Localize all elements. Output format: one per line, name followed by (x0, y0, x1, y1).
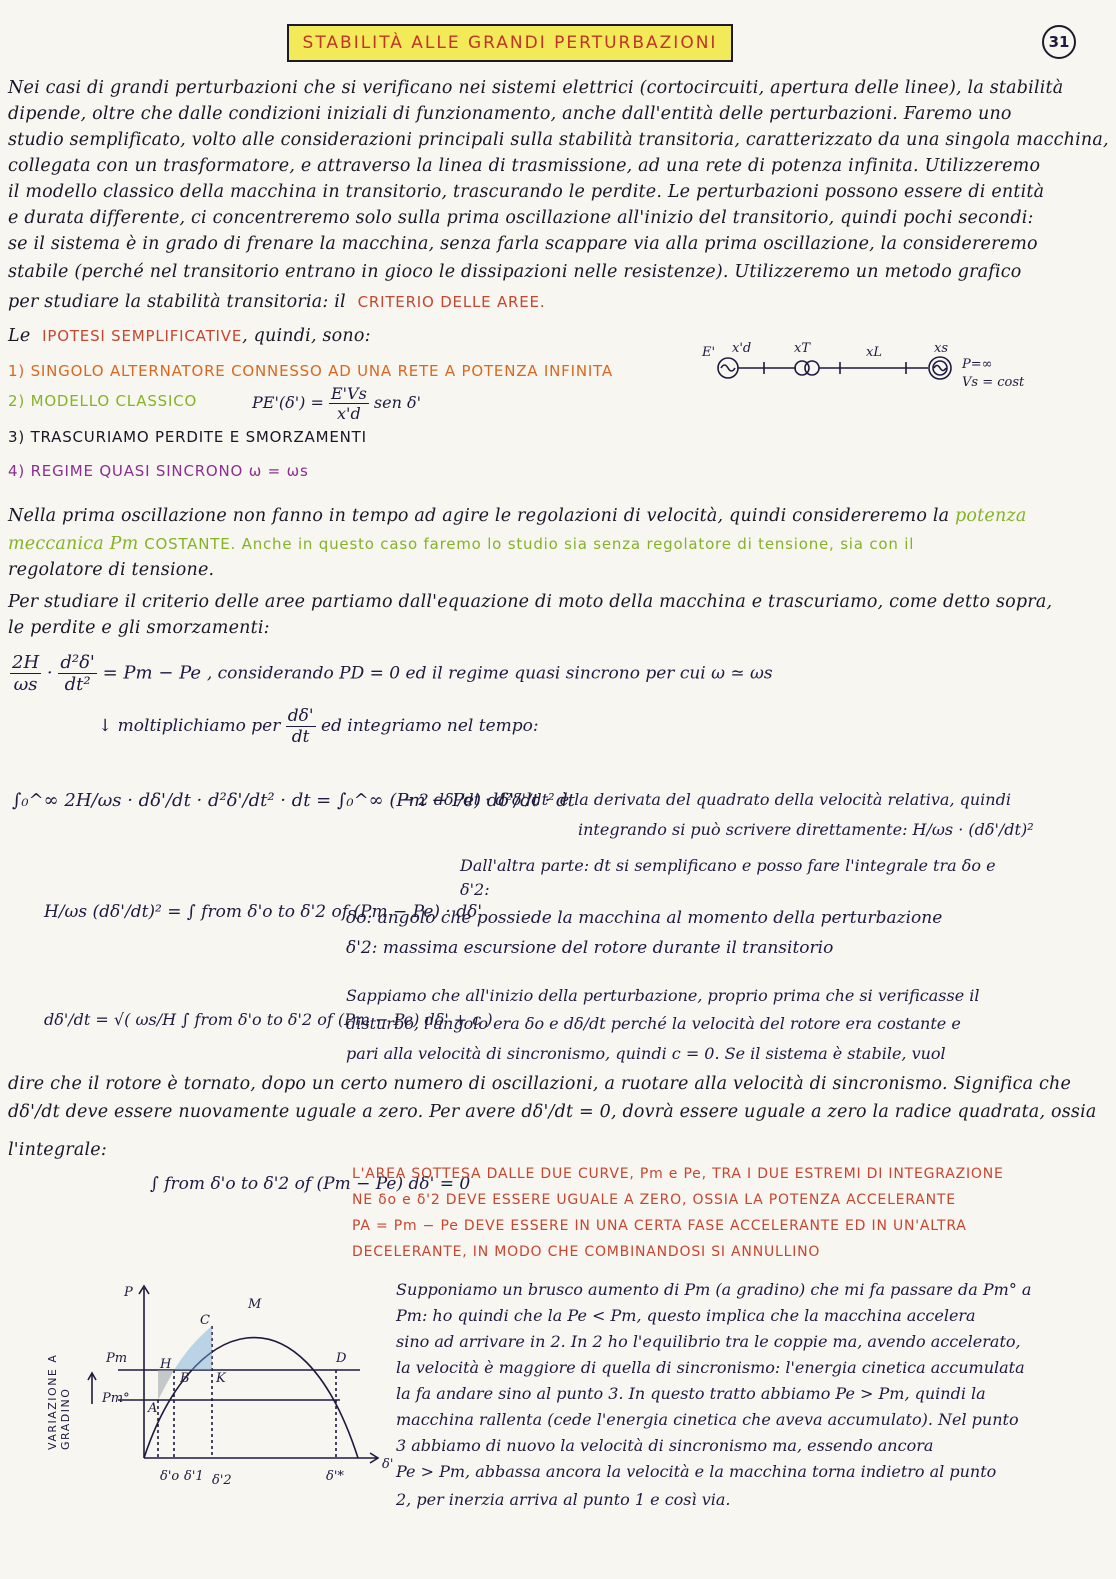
eq1-num: 2H (12, 652, 40, 673)
mult-frac (286, 706, 316, 747)
area-note-line: PA = Pm − Pe DEVE ESSERE IN UNA CERTA FASE ACCELERANTE ED IN UN'ALTRA (352, 1218, 967, 1234)
eq2-green-line: δ'2: (460, 880, 490, 899)
page-title: STABILITÀ ALLE GRANDI PERTURBAZIONI (287, 24, 733, 62)
power-angle-graph (40, 1278, 400, 1488)
graph-pm-label: Pm (106, 1351, 128, 1366)
graph-delta-label: δ' (382, 1457, 394, 1472)
para2-text: Nella prima oscillazione non fanno in tempo ad agire le regolazioni di velocità, quindi considereremo la (8, 506, 950, 526)
hyp-num: 2) (8, 392, 25, 410)
hyp-text: TRASCURIAMO PERDITE E SMORZAMENTI (30, 428, 367, 446)
intro-line: Nei casi di grandi perturbazioni che si verificano nei sistemi elettrici (cortocircuiti, apertura delle linee), la stabilità (8, 78, 1064, 98)
hyp-text: MODELLO CLASSICO (30, 392, 198, 410)
hyp-num: 1) (8, 362, 25, 380)
eq1-mid: · (46, 662, 53, 684)
eq1-den: ωs (13, 674, 38, 695)
formula-lhs: PE'(δ') = (252, 393, 324, 412)
graph-vertical-label: VARIAZIONE A GRADINO (46, 1353, 72, 1450)
graph-tick-d1: δ'1 (184, 1469, 204, 1484)
formula-fraction (329, 384, 369, 423)
intro-line: e durata differente, ci concentreremo solo sulla prima oscillazione all'inizio del transitorio, quindi pochi secondi: (8, 208, 1034, 228)
speed-equation: dδ'/dt = √( ωs/H ∫ from δ'o to δ'2 of (Pm − Pe) dδ' + c ) (44, 1010, 493, 1029)
hypothesis-1 (8, 362, 613, 380)
intro-line: studio semplificato, volto alle considerazioni principali sulla stabilità transitoria, caratterizzato da una singola macchina, (8, 130, 1109, 150)
intro-line: se il sistema è in grado di frenare la macchina, senza farla scappare via alla prima oscillazione, la considereremo (8, 234, 1038, 254)
classic-model-formula (252, 384, 421, 423)
hypotheses-intro (8, 326, 371, 346)
graph-tick-d2: δ'2 (212, 1473, 232, 1488)
eq2-note-line: integrando si può scrivere direttamente: H/ωs · (dδ'/dt)² (578, 820, 1034, 839)
intro-line-last (8, 292, 545, 312)
graph-point-m: M (248, 1297, 262, 1312)
final-line: la fa andare sino al punto 3. In questo tratto abbiamo Pe > Pm, quindi la (396, 1384, 986, 1403)
final-line: macchina rallenta (cede l'energia cinetica che aveva accumulato). Nel punto (396, 1410, 1019, 1429)
para2-text: COSTANTE. Anche in questo caso faremo lo studio sia senza regolatore di tensione, sia con il (144, 535, 915, 553)
circuit-xd-label: x'd (732, 341, 752, 356)
final-line: Pe > Pm, abbassa ancora la velocità e la macchina torna indietro al punto (396, 1462, 997, 1481)
hypothesis-4 (8, 462, 309, 480)
mult-num: dδ' (287, 706, 314, 726)
integrated-equation: ∫₀^∞ 2H/ωs · dδ'/dt · d²δ'/dt² · dt = ∫₀^∞ (Pm − Pe) dδ'/dt · dt (12, 790, 575, 811)
final-line: la velocità è maggiore di quella di sincronismo: l'energia cinetica accumulata (396, 1358, 1025, 1377)
multiply-note (98, 706, 539, 747)
area-note-line: NE δo e δ'2 DEVE ESSERE UGUALE A ZERO, OSSIA LA POTENZA ACCELERANTE (352, 1192, 956, 1208)
eq1-den2: dt² (64, 674, 91, 695)
eq2-note-line: → 2 dδ'/dt · d²δ'/dt² è la derivata del quadrato della velocità relativa, quindi (400, 790, 1011, 809)
final-line: Pm: ho quindi che la Pe < Pm, questo implica che la macchina accelera (396, 1306, 976, 1325)
equation-of-motion (10, 652, 773, 695)
circuit-xt-label: xT (794, 341, 811, 356)
para2-line-3: regolatore di tensione. (8, 560, 215, 580)
area-note-line: L'AREA SOTTESA DALLE DUE CURVE, Pm e Pe, TRA I DUE ESTREMI DI INTEGRAZIONE (352, 1166, 1004, 1182)
hyp-intro-a: Le (8, 326, 31, 346)
criterion-highlight: CRITERIO DELLE AREE. (357, 293, 546, 311)
intro-last-text: per studiare la stabilità transitoria: il (8, 292, 346, 312)
para3-line: Per studiare il criterio delle aree partiamo dall'equazione di moto della macchina e trascuriamo, come detto sopra, (8, 592, 1053, 612)
graph-point-a: A (148, 1401, 158, 1416)
delta-0-definition: δo: angolo che possiede la macchina al momento della perturbazione (346, 908, 943, 928)
graph-p-label: P (124, 1285, 133, 1300)
hyp-text: SINGOLO ALTERNATORE CONNESSO AD UNA RETE A POTENZA INFINITA (30, 362, 613, 380)
final-line: Supponiamo un brusco aumento di Pm (a gradino) che mi fa passare da Pm° a (396, 1280, 1032, 1299)
para2-green: potenza (955, 506, 1027, 526)
hyp-text: REGIME QUASI SINCRONO ω = ωs (30, 462, 309, 480)
para2-green: meccanica Pm (8, 534, 139, 554)
graph-point-c: C (200, 1313, 210, 1328)
intro-line: il modello classico della macchina in transitorio, trascurando le perdite. Le perturbazioni possono essere di entità (8, 182, 1045, 202)
hyp-intro-b: IPOTESI SEMPLIFICATIVE (42, 327, 243, 345)
graph-pm0-label: Pm° (102, 1391, 130, 1406)
circuit-xs-label: xs (934, 341, 949, 356)
circuit-xl-label: xL (866, 345, 882, 360)
eq4-note-line: disturbo, l'angolo era δo e dδ/dt perché la velocità del rotore era costante e (346, 1014, 961, 1033)
hyp-intro-c: , quindi, sono: (242, 326, 371, 346)
formula-den: x'd (337, 404, 361, 423)
para3-line: le perdite e gli smorzamenti: (8, 618, 270, 638)
para4-line: l'integrale: (8, 1140, 107, 1160)
eq1-frac-a (10, 652, 41, 695)
hypothesis-3 (8, 428, 367, 446)
mult-note-text: ↓ moltiplichiamo per (98, 716, 281, 736)
hyp-num: 4) (8, 462, 25, 480)
formula-rhs: sen δ' (373, 393, 421, 412)
intro-line: stabile (perché nel transitorio entrano in gioco le dissipazioni nelle resistenze). Utilizzeremo un metodo grafico (8, 262, 1022, 282)
eq4-note-line: pari alla velocità di sincronismo, quindi c = 0. Se il sistema è stabile, vuol (346, 1044, 946, 1063)
single-machine-infinite-bus-diagram (700, 338, 1060, 398)
eq1-num2: d²δ' (60, 652, 95, 673)
circuit-e-label: E' (702, 345, 716, 360)
graph-point-b: B (180, 1371, 190, 1386)
circuit-v-label: Vs = cost (962, 375, 1025, 390)
mult-den: dt (291, 727, 310, 747)
formula-num: E'Vs (330, 384, 367, 403)
eq4-note-line: Sappiamo che all'inizio della perturbazione, proprio prima che si verificasse il (346, 986, 980, 1005)
final-line: sino ad arrivare in 2. In 2 ho l'equilibrio tra le coppie ma, avendo accelerato, (396, 1332, 1021, 1351)
graph-point-d: D (336, 1351, 347, 1366)
graph-tick-d0: δ'o (160, 1469, 180, 1484)
power-curve (144, 1338, 358, 1458)
delta-2-definition: δ'2: massima escursione del rotore durante il transitorio (346, 938, 834, 958)
page-number: 31 (1042, 25, 1076, 59)
mult-tail: ed integriamo nel tempo: (320, 716, 539, 736)
para4-line: dδ'/dt deve essere nuovamente uguale a zero. Per avere dδ'/dt = 0, dovrà essere uguale a zero la radice quadrata, ossia (8, 1102, 1097, 1122)
graph-point-k: K (216, 1371, 226, 1386)
hypothesis-2 (8, 392, 197, 410)
intro-line: dipende, oltre che dalle condizioni iniziali di funzionamento, anche dall'entità delle perturbazioni. Faremo uno (8, 104, 1012, 124)
decelerating-area (174, 1326, 212, 1370)
area-note-line: DECELERANTE, IN MODO CHE COMBINANDOSI SI ANNULLINO (352, 1244, 821, 1260)
intro-line: collegata con un trasformatore, e attraverso la linea di trasmissione, ad una rete di potenza infinita. Utilizzeremo (8, 156, 1041, 176)
circuit-p-label: P=∞ (962, 357, 993, 372)
para4-line: dire che il rotore è tornato, dopo un certo numero di oscillazioni, a ruotare alla velocità di sincronismo. Significa che (8, 1074, 1072, 1094)
accelerating-area (158, 1370, 174, 1400)
para2-line-2 (8, 534, 914, 554)
eq2-green-line: Dall'altra parte: dt si semplificano e posso fare l'integrale tra δo e (460, 856, 996, 875)
eq1-frac-b (58, 652, 97, 695)
para2-line-1 (8, 506, 1026, 526)
energy-equation: H/ωs (dδ'/dt)² = ∫ from δ'o to δ'2 of (Pm − Pe) · dδ' (44, 902, 483, 922)
final-line: 2, per inerzia arriva al punto 1 e così via. (396, 1490, 731, 1509)
eq1-note: , considerando PD = 0 ed il regime quasi sincrono per cui ω ≃ ωs (206, 663, 773, 684)
graph-point-h: H (160, 1357, 172, 1372)
hyp-num: 3) (8, 428, 25, 446)
graph-tick-dstar: δ'* (326, 1469, 344, 1484)
eq1-rhs: = Pm − Pe (102, 662, 202, 684)
equal-area-equation: ∫ from δ'o to δ'2 of (Pm − Pe) dδ' = 0 (150, 1174, 471, 1194)
final-line: 3 abbiamo di nuovo la velocità di sincronismo ma, essendo ancora (396, 1436, 934, 1455)
